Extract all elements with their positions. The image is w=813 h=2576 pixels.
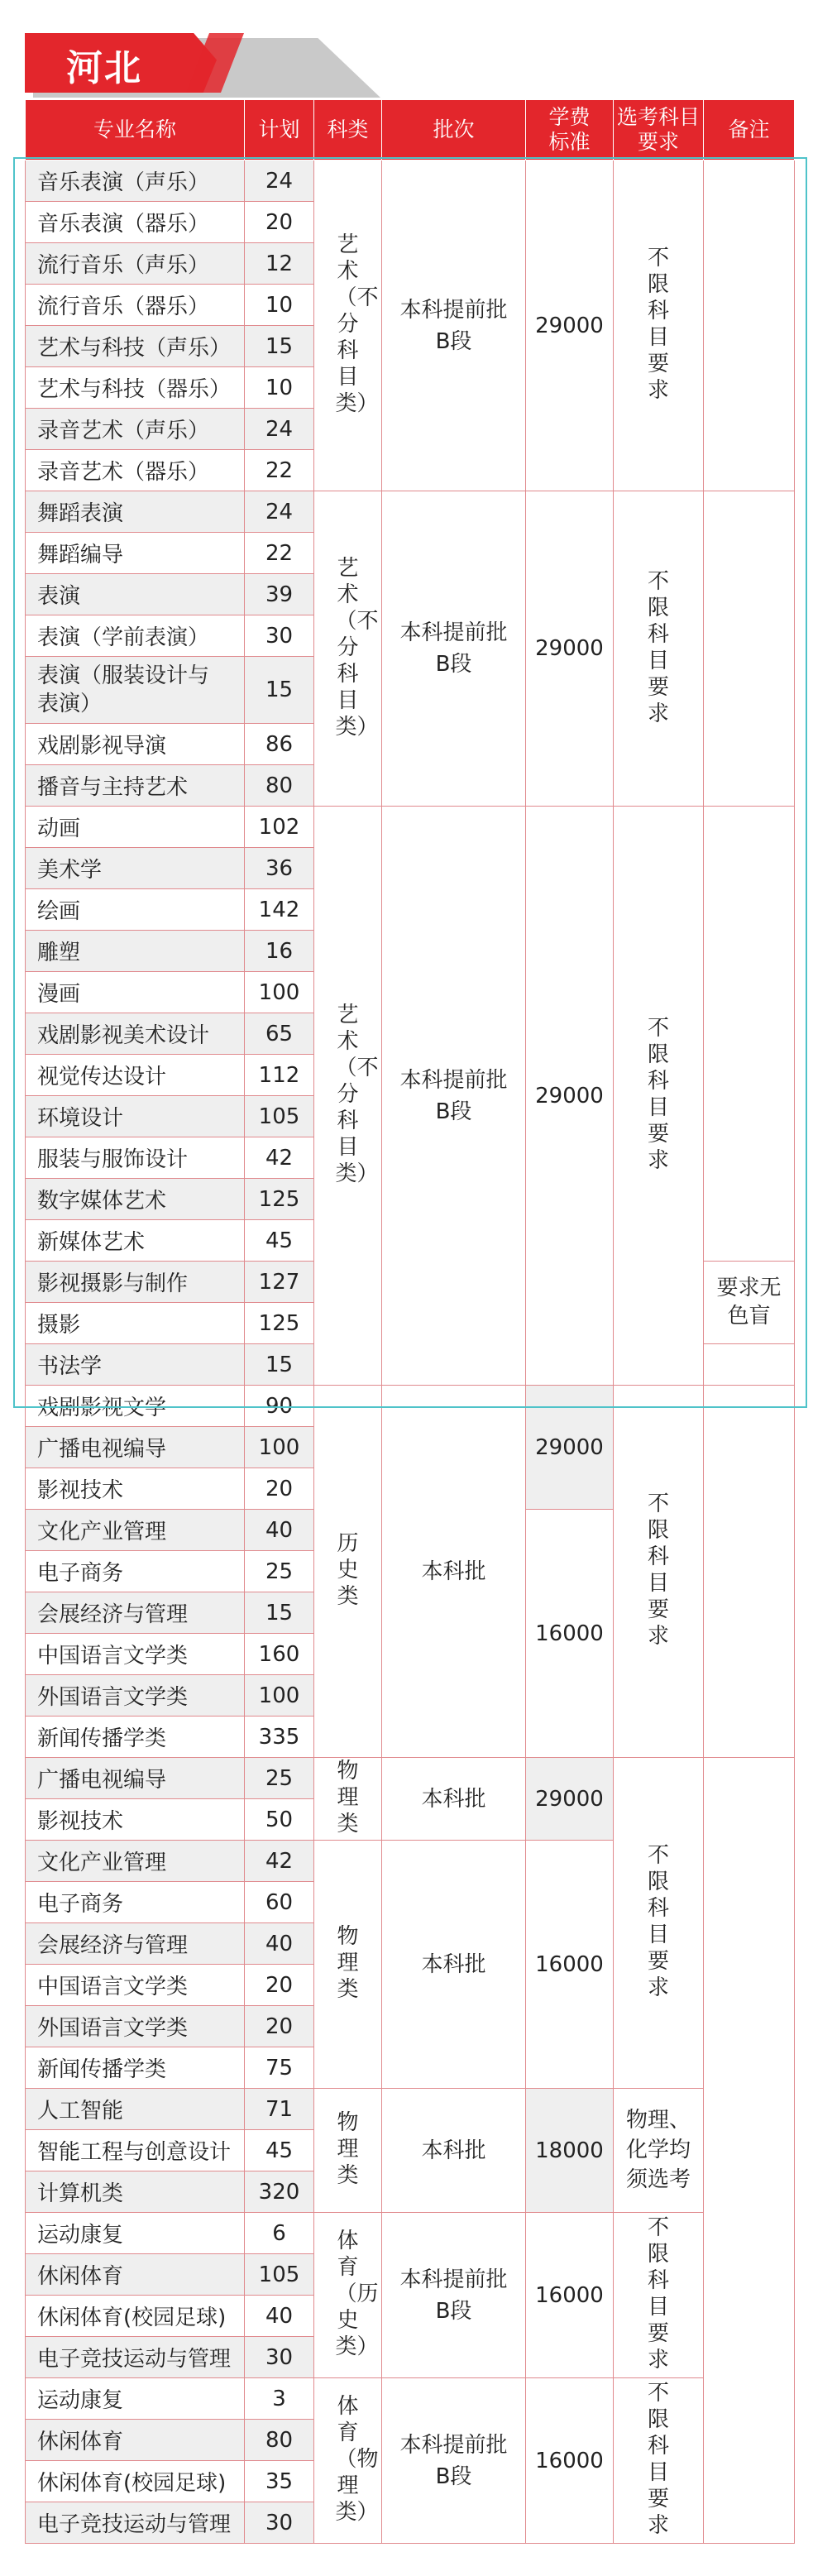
plan-count: 75 — [245, 2047, 314, 2089]
batch-cell — [382, 2089, 526, 2213]
major-name: 会展经济与管理 — [26, 1923, 245, 1965]
vertical-text: 不限科目要求 — [647, 568, 669, 726]
requirement-cell — [614, 2089, 704, 2213]
major-name: 休闲体育 — [26, 2420, 245, 2461]
major-name: 电子竞技运动与管理 — [26, 2502, 245, 2544]
enrollment-table-wrapper — [25, 99, 794, 2544]
fee-cell: 29000 — [526, 491, 614, 807]
major-name: 广播电视编导 — [26, 1427, 245, 1468]
fee-cell: 16000 — [526, 2213, 614, 2378]
plan-count: 45 — [245, 1220, 314, 1262]
plan-count: 71 — [245, 2089, 314, 2130]
plan-count: 16 — [245, 931, 314, 972]
vertical-text: 物理类 — [337, 1924, 359, 2002]
header-fee: 学费标准 — [526, 100, 614, 160]
major-name: 计算机类 — [26, 2171, 245, 2213]
plan-count: 100 — [245, 972, 314, 1013]
batch-text: 本科提前批B段 — [399, 2432, 508, 2489]
plan-count: 25 — [245, 1551, 314, 1592]
note-cell — [704, 807, 795, 1262]
plan-count: 125 — [245, 1179, 314, 1220]
plan-count: 12 — [245, 243, 314, 285]
plan-count: 22 — [245, 450, 314, 491]
plan-count: 112 — [245, 1055, 314, 1096]
plan-count: 6 — [245, 2213, 314, 2254]
table-header-row — [26, 100, 795, 160]
plan-count: 15 — [245, 1592, 314, 1634]
major-name: 中国语言文学类 — [26, 1634, 245, 1675]
category-cell — [314, 1386, 382, 1758]
major-name: 表演 — [26, 574, 245, 615]
plan-count: 160 — [245, 1634, 314, 1675]
fee-cell: 16000 — [526, 1510, 614, 1758]
major-name: 舞蹈编导 — [26, 533, 245, 574]
plan-count: 22 — [245, 533, 314, 574]
plan-count: 15 — [245, 657, 314, 724]
major-name: 人工智能 — [26, 2089, 245, 2130]
plan-count: 45 — [245, 2130, 314, 2171]
batch-cell — [382, 160, 526, 491]
major-name: 摄影 — [26, 1303, 245, 1344]
major-name: 外国语言文学类 — [26, 1675, 245, 1717]
fee-cell: 16000 — [526, 1841, 614, 2089]
plan-count: 40 — [245, 1510, 314, 1551]
note-cell — [704, 160, 795, 491]
requirement-cell — [614, 1386, 704, 1758]
plan-count: 30 — [245, 2337, 314, 2378]
requirement-text: 物理、化学均须选考 — [625, 2108, 691, 2192]
plan-count: 15 — [245, 326, 314, 367]
major-name: 影视技术 — [26, 1799, 245, 1841]
batch-cell — [382, 491, 526, 807]
plan-count: 50 — [245, 1799, 314, 1841]
vertical-text: 不限科目要求 — [647, 1843, 669, 2000]
major-name: 运动康复 — [26, 2213, 245, 2254]
plan-count: 65 — [245, 1013, 314, 1055]
vertical-text: 不限科目要求 — [647, 1491, 669, 1649]
major-name: 外国语言文学类 — [26, 2006, 245, 2047]
plan-count: 3 — [245, 2378, 314, 2420]
plan-count: 125 — [245, 1303, 314, 1344]
vertical-text: 物理类 — [337, 2110, 359, 2188]
major-name: 文化产业管理 — [26, 1841, 245, 1882]
plan-count: 142 — [245, 889, 314, 931]
plan-count: 20 — [245, 202, 314, 243]
plan-count: 335 — [245, 1717, 314, 1758]
batch-cell — [382, 1841, 526, 2089]
major-name: 休闲体育 — [26, 2254, 245, 2296]
plan-count: 60 — [245, 1882, 314, 1923]
plan-count: 30 — [245, 2502, 314, 2544]
note-cell — [704, 491, 795, 807]
fee-cell: 29000 — [526, 1386, 614, 1510]
major-name: 环境设计 — [26, 1096, 245, 1137]
major-name: 广播电视编导 — [26, 1758, 245, 1799]
header-requirement: 选考科目要求 — [614, 100, 704, 160]
major-name: 文化产业管理 — [26, 1510, 245, 1551]
major-name: 表演（学前表演） — [26, 615, 245, 657]
plan-count: 20 — [245, 1965, 314, 2006]
major-name: 雕塑 — [26, 931, 245, 972]
vertical-text: 历史类 — [337, 1531, 359, 1609]
major-name: 表演（服装设计与表演） — [26, 657, 245, 724]
province-banner — [25, 33, 802, 99]
table-row — [26, 807, 795, 848]
batch-cell — [382, 1386, 526, 1758]
requirement-cell — [614, 2378, 704, 2544]
plan-count: 80 — [245, 765, 314, 807]
requirement-cell — [614, 491, 704, 807]
note-cell — [704, 1344, 795, 1386]
plan-count: 90 — [245, 1386, 314, 1427]
vertical-text: 物理类 — [337, 1759, 359, 1836]
plan-count: 24 — [245, 409, 314, 450]
vertical-text: 艺术（不分科目类） — [335, 555, 379, 740]
major-name: 戏剧影视美术设计 — [26, 1013, 245, 1055]
fee-cell: 29000 — [526, 807, 614, 1386]
vertical-text: 不限科目要求 — [647, 246, 669, 403]
note-text: 要求无色盲 — [716, 1275, 782, 1329]
plan-count: 86 — [245, 724, 314, 765]
major-name: 书法学 — [26, 1344, 245, 1386]
major-name: 播音与主持艺术 — [26, 765, 245, 807]
plan-count: 10 — [245, 367, 314, 409]
plan-count: 102 — [245, 807, 314, 848]
note-cell — [704, 1758, 795, 2544]
batch-cell — [382, 1758, 526, 1841]
plan-count: 40 — [245, 2296, 314, 2337]
major-name: 电子竞技运动与管理 — [26, 2337, 245, 2378]
batch-cell — [382, 2378, 526, 2544]
batch-text: 本科批 — [421, 1559, 486, 1584]
major-name: 艺术与科技（声乐） — [26, 326, 245, 367]
major-name: 影视技术 — [26, 1468, 245, 1510]
plan-count: 105 — [245, 1096, 314, 1137]
major-name: 电子商务 — [26, 1551, 245, 1592]
major-name: 美术学 — [26, 848, 245, 889]
note-cell — [704, 1262, 795, 1344]
major-name: 戏剧影视文学 — [26, 1386, 245, 1427]
major-name: 服装与服饰设计 — [26, 1137, 245, 1179]
plan-count: 100 — [245, 1675, 314, 1717]
plan-count: 42 — [245, 1841, 314, 1882]
table-body — [26, 160, 795, 2544]
plan-count: 105 — [245, 2254, 314, 2296]
plan-count: 25 — [245, 1758, 314, 1799]
header-note: 备注 — [704, 100, 795, 160]
plan-count: 15 — [245, 1344, 314, 1386]
category-cell — [314, 160, 382, 491]
vertical-text: 艺术（不分科目类） — [335, 1003, 379, 1186]
requirement-cell — [614, 2213, 704, 2378]
category-cell — [314, 2378, 382, 2544]
batch-cell — [382, 807, 526, 1386]
category-cell — [314, 491, 382, 807]
major-name: 艺术与科技（器乐） — [26, 367, 245, 409]
plan-count: 20 — [245, 2006, 314, 2047]
plan-count: 35 — [245, 2461, 314, 2502]
category-cell — [314, 2089, 382, 2213]
vertical-text: 不限科目要求 — [647, 2381, 669, 2538]
batch-text: 本科提前批B段 — [399, 2267, 508, 2324]
major-name: 智能工程与创意设计 — [26, 2130, 245, 2171]
header-plan: 计划 — [245, 100, 314, 160]
fee-cell: 29000 — [526, 1758, 614, 1841]
requirement-cell — [614, 160, 704, 491]
vertical-text: 不限科目要求 — [647, 1016, 669, 1173]
fee-cell: 16000 — [526, 2378, 614, 2544]
category-cell — [314, 807, 382, 1386]
major-name: 音乐表演（器乐） — [26, 202, 245, 243]
table-row — [26, 160, 795, 202]
requirement-cell — [614, 1758, 704, 2089]
major-name: 音乐表演（声乐） — [26, 160, 245, 202]
plan-count: 30 — [245, 615, 314, 657]
major-name: 影视摄影与制作 — [26, 1262, 245, 1303]
major-name: 戏剧影视导演 — [26, 724, 245, 765]
major-name: 电子商务 — [26, 1882, 245, 1923]
vertical-text: 体育（物理类） — [335, 2394, 379, 2525]
plan-count: 127 — [245, 1262, 314, 1303]
major-name: 休闲体育(校园足球) — [26, 2461, 245, 2502]
plan-count: 42 — [245, 1137, 314, 1179]
category-cell — [314, 1841, 382, 2089]
plan-count: 24 — [245, 160, 314, 202]
plan-count: 100 — [245, 1427, 314, 1468]
major-name: 漫画 — [26, 972, 245, 1013]
major-name: 流行音乐（器乐） — [26, 285, 245, 326]
major-name: 新闻传播学类 — [26, 2047, 245, 2089]
batch-text: 本科提前批B段 — [399, 1067, 508, 1124]
table-row — [26, 2213, 795, 2254]
category-cell — [314, 2213, 382, 2378]
plan-count: 40 — [245, 1923, 314, 1965]
batch-text: 本科批 — [421, 2138, 486, 2163]
major-name: 录音艺术（器乐） — [26, 450, 245, 491]
major-name: 数字媒体艺术 — [26, 1179, 245, 1220]
major-name: 新闻传播学类 — [26, 1717, 245, 1758]
plan-count: 80 — [245, 2420, 314, 2461]
fee-cell: 29000 — [526, 160, 614, 491]
batch-text: 本科提前批B段 — [399, 297, 508, 354]
vertical-text: 体育（历史类） — [335, 2229, 379, 2359]
table-row — [26, 1758, 795, 1799]
major-name: 流行音乐（声乐） — [26, 243, 245, 285]
plan-count: 20 — [245, 1468, 314, 1510]
table-row — [26, 1386, 795, 1427]
province-title: 河北 — [66, 47, 142, 89]
major-name: 休闲体育(校园足球) — [26, 2296, 245, 2337]
batch-cell — [382, 2213, 526, 2378]
major-name: 视觉传达设计 — [26, 1055, 245, 1096]
major-name: 会展经济与管理 — [26, 1592, 245, 1634]
major-name: 动画 — [26, 807, 245, 848]
major-name: 中国语言文学类 — [26, 1965, 245, 2006]
batch-text: 本科批 — [421, 1786, 486, 1812]
batch-text: 本科批 — [421, 1951, 486, 1977]
plan-count: 36 — [245, 848, 314, 889]
fee-cell: 18000 — [526, 2089, 614, 2213]
header-category: 科类 — [314, 100, 382, 160]
batch-text: 本科提前批B段 — [399, 620, 508, 677]
major-name: 录音艺术（声乐） — [26, 409, 245, 450]
major-name: 新媒体艺术 — [26, 1220, 245, 1262]
major-name: 运动康复 — [26, 2378, 245, 2420]
requirement-cell — [614, 807, 704, 1386]
vertical-text: 艺术（不分科目类） — [335, 232, 379, 416]
table-row — [26, 491, 795, 533]
plan-count: 39 — [245, 574, 314, 615]
plan-count: 10 — [245, 285, 314, 326]
vertical-text: 不限科目要求 — [647, 2215, 669, 2373]
plan-count: 320 — [245, 2171, 314, 2213]
major-name: 舞蹈表演 — [26, 491, 245, 533]
header-batch: 批次 — [382, 100, 526, 160]
note-cell — [704, 1386, 795, 1758]
major-name: 绘画 — [26, 889, 245, 931]
plan-count: 24 — [245, 491, 314, 533]
table-row — [26, 2378, 795, 2420]
enrollment-table — [25, 99, 795, 2544]
table-row — [26, 2089, 795, 2130]
category-cell — [314, 1758, 382, 1841]
header-major-name: 专业名称 — [26, 100, 245, 160]
